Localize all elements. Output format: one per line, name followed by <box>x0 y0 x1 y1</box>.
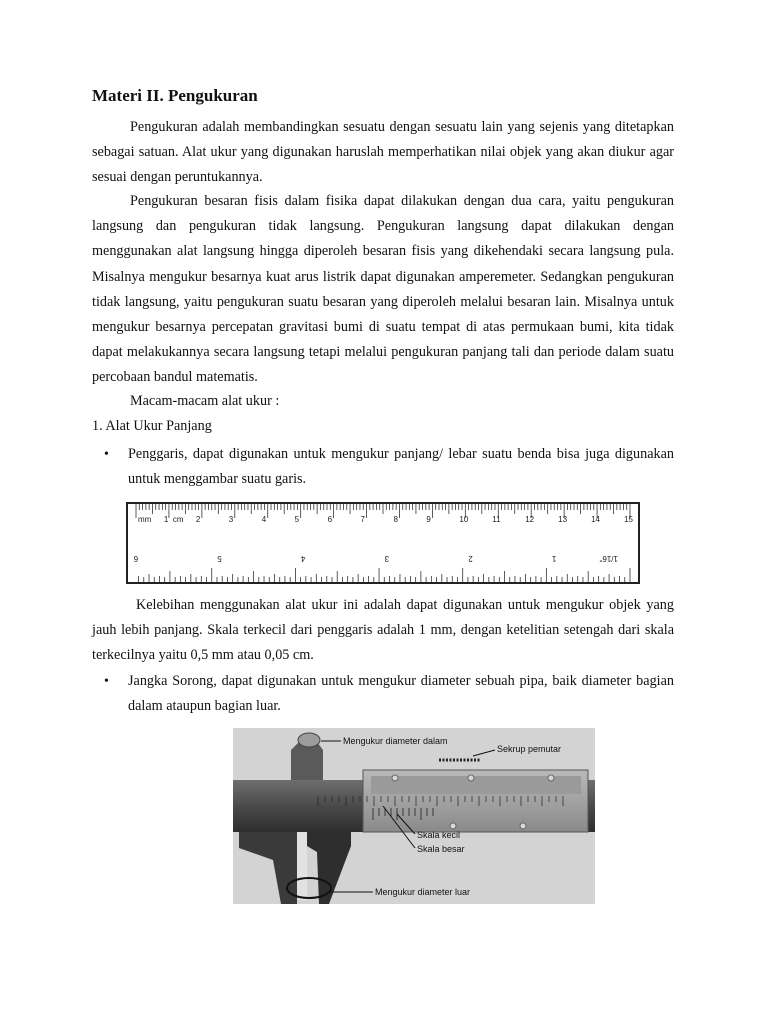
ruler-top-label: 10 <box>459 515 469 524</box>
ruler-top-label: 6 <box>327 515 333 524</box>
ruler-top-label: mm <box>138 515 152 524</box>
ruler-bottom-label: 1 <box>551 554 557 563</box>
vernier-caliper-figure <box>233 728 595 904</box>
ruler-top-label: 11 <box>492 515 501 524</box>
ruler-bottom-label: 3 <box>384 554 390 563</box>
ruler-top-label: 14 <box>591 515 600 524</box>
label-inner-diameter: Mengukur diameter dalam <box>343 736 448 746</box>
paragraph-ruler-advantages: Kelebihan menggunakan alat ukur ini adalah dapat digunakan untuk mengukur objek yang jauh lebih panjang. Skala terkecil dari penggaris adalah 1 mm, dengan ketelitian setengah dari skala terkecilnya yaitu 0,5 mm atau 0,05 cm. <box>92 597 674 664</box>
ruler-top-label: 12 <box>525 515 535 524</box>
ruler-bottom-label: 4 <box>300 554 306 563</box>
ruler-bottom-label: 6 <box>133 554 139 563</box>
ruler-top-label: 9 <box>426 515 431 524</box>
paragraph-measurement-methods: Pengukuran besaran fisis dalam fisika dapat dilakukan dengan dua cara, yaitu pengukuran langsung dan pengukuran tidak langsung. Pengukuran langsung dapat dilakukan dengan menggunakan alat langsung hingga diperoleh besaran fisis yang dikehendaki secara langsung pula. Misalnya mengukur besarnya kuat arus listrik dapat digunakan amperemeter. Sedangkan pengukuran tidak langsung, yaitu pengukuran suatu besaran yang diperoleh melalui besaran lain. Misalnya untuk mengukur besarnya percepatan gravitasi bumi di suatu tempat di atas permukaan bumi, kita tidak dapat melakukannya secara langsung tetapi melalui pengukuran panjang tali dan periode dalam suatu percobaan bandul matematis. <box>92 193 674 386</box>
ruler-top-label: 13 <box>558 515 568 524</box>
ruler-top-label: 15 <box>624 515 633 524</box>
bullet-icon: • <box>104 674 109 689</box>
bullet-text-caliper: Jangka Sorong, dapat digunakan untuk mengukur diameter sebuah pipa, baik diameter bagian dalam ataupun bagian luar. <box>128 673 674 715</box>
bullet-item-ruler <box>104 442 674 492</box>
ruler-bottom-label: 1/16" <box>599 554 618 563</box>
ruler-top-label: 8 <box>393 515 398 524</box>
label-large-scale: Skala besar <box>417 844 465 854</box>
label-small-scale: Skala kecil <box>417 830 461 840</box>
ruler-top-label: 3 <box>228 515 234 524</box>
paragraph-tools-intro: Macam-macam alat ukur : <box>130 393 280 409</box>
caliper-jaw-gap <box>297 832 307 900</box>
ruler-top-label: cm <box>172 515 184 524</box>
page-title: Materi II. Pengukuran <box>92 86 258 105</box>
ruler-top-label: 2 <box>195 515 201 524</box>
ruler-figure <box>124 500 642 586</box>
caliper-inner-jaw-tip <box>298 733 320 747</box>
label-adjustment-screw: Sekrup pemutar <box>497 744 562 754</box>
ruler-top-label: 4 <box>261 515 267 524</box>
label-outer-diameter: Mengukur diameter luar <box>375 887 471 897</box>
ruler-bottom-label: 2 <box>468 554 473 563</box>
ruler-top-label: 1 <box>163 515 169 524</box>
paragraph-definition: Pengukuran adalah membandingkan sesuatu dengan sesuatu lain yang sejenis yang ditetapkan sebagai satuan. Alat ukur yang digunakan haruslah memperhatikan nilai objek yang akan diukur agar sesuai dengan peruntukannya. <box>92 119 674 186</box>
ruler-top-label: 5 <box>294 515 300 524</box>
bullet-text-ruler: Penggaris, dapat digunakan untuk mengukur panjang/ lebar suatu benda bisa juga digunakan untuk menggambar suatu garis. <box>128 446 674 488</box>
list-item-length-tools: 1. Alat Ukur Panjang <box>92 418 212 434</box>
caliper-inner-jaw <box>291 742 323 780</box>
ruler-top-label: 7 <box>360 515 365 524</box>
bullet-icon: • <box>104 447 109 462</box>
ruler-bottom-label: 5 <box>217 554 222 563</box>
bullet-item-caliper <box>104 669 674 719</box>
